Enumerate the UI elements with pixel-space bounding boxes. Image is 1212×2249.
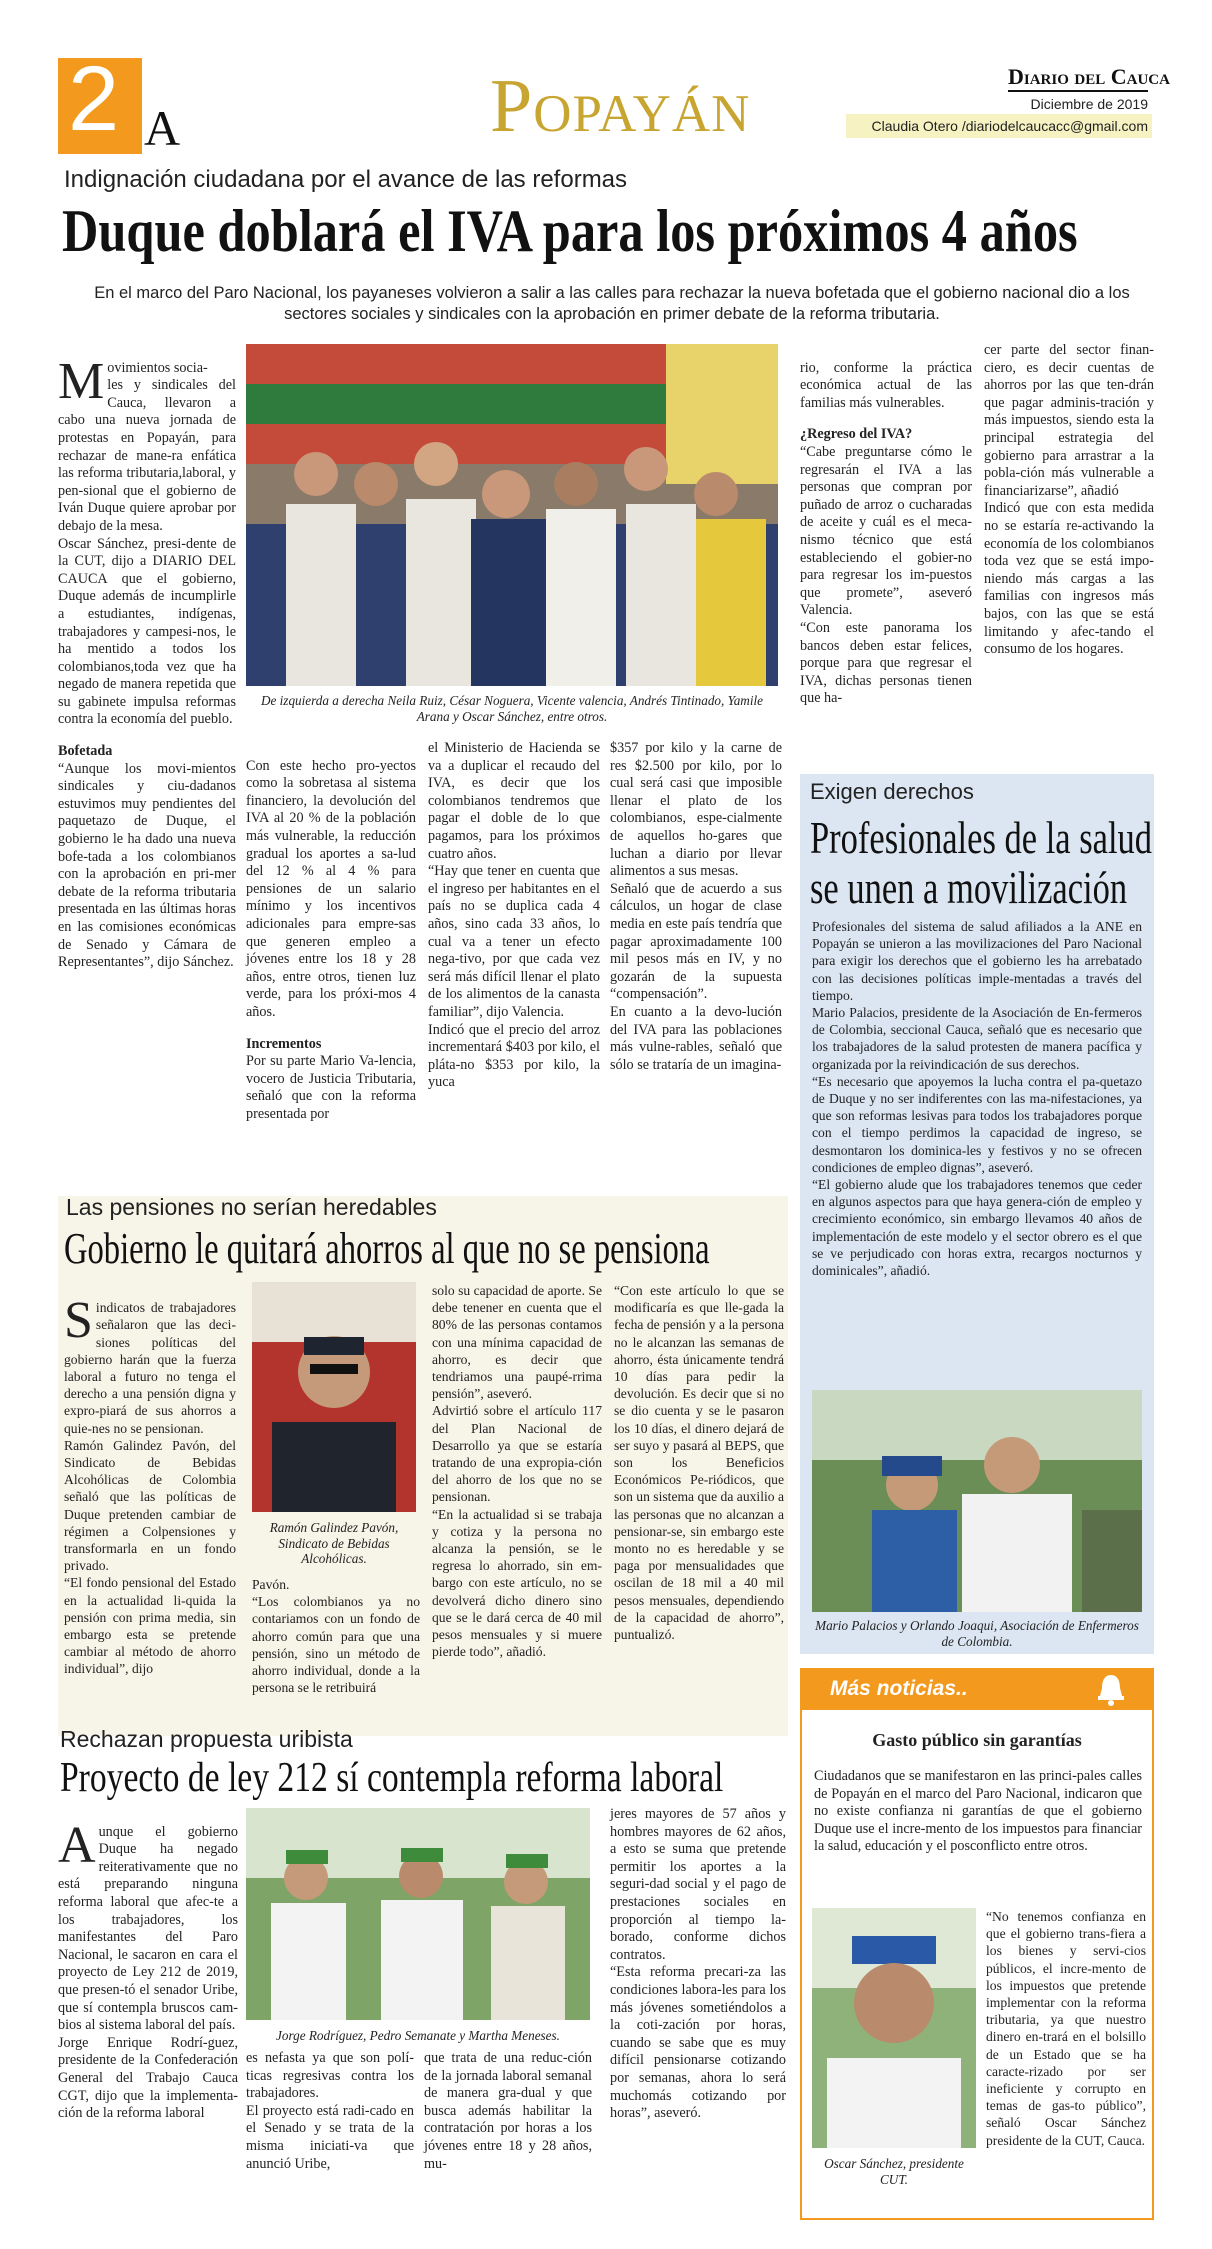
noticias-label[interactable]: Más noticias..: [800, 1668, 1154, 1710]
salud-headline-2: se unen a movilización: [810, 862, 1128, 913]
dropcap: A: [58, 1816, 96, 1874]
pensiones-photo-caption: Ramón Galindez Pavón, Sindicato de Bebidas Alcohólicas.: [269, 1520, 399, 1566]
salud-headline-1: Profesionales de la salud: [810, 812, 1153, 863]
laboral-kicker: Rechazan propuesta uribista: [60, 1726, 353, 1752]
lead-col-6: cer parte del sector finan-ciero, es decir cuentas de ahorros por las que ten-drán que pagar adminis-tración y más impuestos, siendo esta la principal estrategia del gobierno para arrastrar a la pobla-ción más vulnerable a financiarizarse”, añadió Indicó que con esta medida no se estaría re-activando la economía de los colombianos toda vez que se está impo-niendo más cargas a las familias con ingresos más bajos, con las que se está limitando y afec-tando el consumo de los hogares.: [984, 342, 1154, 658]
laboral-photo: [246, 1808, 590, 2020]
pensiones-headline: Gobierno le quitará ahorros al que no se pensiona: [64, 1224, 710, 1273]
pensiones-col-3: solo su capacidad de aporte. Se debe tenener en cuenta que el 80% de las personas contamos con una mínima capacidad de ahorro, es decir que tendriamos una paupé-rrima pensión”, aseveró. Advirtió sobre el artículo 117 del Plan Nacional de Desarrollo ya que se estaría tratando de una expropia-ción del ahorro de los que no se pensionan. “En la actualidad si se trabaja y cotiza y la persona no alcanza la pensión, se le regresa lo ahorrado, sin em-bargo con este artículo, no se devolverá dicho dinero sino que se le dará cerca de 40 mil pesos mensuales y si muere pierde todo”, añadió.: [432, 1283, 602, 1660]
laboral-col-1: [58, 1806, 238, 2123]
pensiones-photo: [252, 1282, 416, 1512]
laboral-photo-caption: Jorge Rodríguez, Pedro Semanate y Martha Meneses.: [276, 2028, 560, 2043]
lead-headline: Duque doblará el IVA para los próximos 4 años: [62, 198, 1078, 264]
noticias-photo: [812, 1908, 976, 2148]
bell-icon: [1094, 1672, 1128, 1706]
dropcap: S: [64, 1292, 93, 1350]
lead-col-2-text-a: Con este hecho pro-yectos como la sobretasa al sistema financiero, la devolución del IVA al 20 % de la población más vulnerable, la reducción gradual los aportes a sa-lud del 12 % al 4 % para pensiones de un salario mínimo y los incentivos adicionales para empre-sas que generen empleo a jóvenes entre los 18 y 28 años, entre otros, tienen luz verde, para los próxi-mos 4 años.: [246, 757, 416, 1020]
noticias-photo-caption: Oscar Sánchez, presidente CUT.: [824, 2156, 964, 2187]
section-title: Popayán: [490, 64, 751, 148]
pensiones-col-1: [64, 1282, 236, 1678]
lead-photo: [246, 344, 778, 686]
dropcap: M: [58, 352, 105, 410]
lead-kicker: Indignación ciudadana por el avance de las reformas: [64, 166, 628, 193]
laboral-col-4: jeres mayores de 57 años y hombres mayores de 62 años, a esto se suma que pretende permitir los aportes a la seguri-dad social y el pago de prestaciones sociales en proporción al tiempo la-borado, conforme dichos contratos. “Esta reforma precari-za las condiciones labora-les para los más jóvenes sometiéndolos a la coti-zación por horas, cuando se sabe que es muy difícil pensionarse cotizando por semanas, ahora lo será muchomás cotizando por horas”, aseveró.: [610, 1806, 786, 2122]
salud-kicker: Exigen derechos: [810, 779, 974, 804]
lead-deck: En el marco del Paro Nacional, los payaneses volvieron a salir a las calles para rechazar la nueva bofetada que el gobierno nacional dio a los sectores sociales y sindicales con la aprobación en primer debate de la reforma tributaria.: [94, 284, 1130, 323]
lead-col-3: el Ministerio de Hacienda se va a duplicar el recaudo del IVA, es decir que los colombianos tendremos que pagar el doble de lo que pagamos, para los próximos cuatro años. “Hay que tener en cuenta que el ingreso per habitantes en el país no se duplica cada 4 años, sino cada 33 años, lo cual va a tener un efecto nega-tivo, por que cada vez será más difícil llenar el plato de los alimentos de la canasta familiar”, dijo Valencia. Indicó que el precio del arroz incrementará $403 por kilo, el pláta-no $353 por kilo, la yuca: [428, 740, 600, 1091]
laboral-col-3: que trata de una reduc-ción de la jornada laboral semanal de manera gra-dual y que busca además habilitar la contratación por horas a los jóvenes entre 18 y 28 años, mu-: [424, 2050, 592, 2172]
paper-name: Diario del Cauca: [1008, 64, 1148, 92]
lead-col-5: [800, 342, 972, 708]
noticias-body-b: “No tenemos confianza en que el gobierno trans-fiera a los bienes y servi-cios públicos, el incre-mento de los impuestos que pretende implementar con la reforma tributaria, ya que nuestro dinero en-trará en el bolsillo de un Estado que se ha caracte-rizado por ser ineficiente y corrupto en temas de gas-to público”, señaló Oscar Sánchez presidente de la CUT, Cauca.: [986, 1909, 1146, 2148]
salud-photo: [812, 1390, 1142, 1612]
lead-col-2-text-b: Por su parte Mario Va-lencia, vocero de Justicia Tributaria, señaló que con la reforma presentada por: [246, 1053, 416, 1122]
issue-date: Diciembre de 2019: [1030, 96, 1148, 112]
subhead-regreso: ¿Regreso del IVA?: [800, 426, 913, 443]
noticias-headline: Gasto público sin garantías: [872, 1730, 1082, 1750]
salud-body: Profesionales del sistema de salud afiliados a la ANE en Popayán se unieron a las movilizaciones del Paro Nacional para exigir los derechos que el gobierno les ha arrebatado con las decisiones políticas imple-mentadas a través del tiempo. Mario Palacios, presidente de la Asociación de En-fermeros de Colombia, seccional Cauca, señaló que es necesario que los trabajadores de la salud protesten de manera pacífica y organizada por la reivindicación de sus derechos. “Es necesario que apoyemos la lucha contra el pa-quetazo de Duque y no ser indiferentes con las ma-nifestaciones, ya que son reformas lesivas para todos los trabajadores porque con el tiempo perdimos la capacidad de ingreso, se desmontaron los dominica-les y festivos y no se ofrecen condiciones de empleo dignas”, aseveró. “El gobierno alude que los trabajadores tenemos que ceder en algunos aspectos para que haya genera-ción de empleo y crecimiento económico, sin embargo llevamos 40 años de implementación de este modelo y el sector obrero es el que se ve perjudicado con horas extra, recargos nocturnos y dominicales”, añadió.: [812, 919, 1142, 1279]
lead-col-2: [246, 740, 416, 1123]
lead-col-1-text-a: ovimientos socia- les y sindicales del Cauca, llevaron a cabo una nueva jornada de protestas en Popayán, para rechazar de mane-ra enfática las reforma tributaria,laboral, y pen-sional que el gobierno de Iván Duque quiere aprobar por debajo de la mesa. Oscar Sánchez, presi-dente de la CUT, dijo a DIARIO DEL CAUCA que el gobierno, Duque además de incumplirle a estudiantes, indígenas, trabajadores y campesi-nos, le ha mentido a todos los colombianos,toda vez que ha negado de manera repetida que su gabinete impulsa reformas contra la economía del pueblo.: [58, 359, 236, 728]
page-number: 2: [68, 48, 120, 150]
noticias-body-a: Ciudadanos que se manifestaron en las princi-pales calles de Popayán en el marco del Paro Nacional, indicaron que no existe confianza ni garantías de que el gobierno Duque use el incre-mento de los impuestos para financiar la salud, educación y el posconflicto entre otros.: [814, 1768, 1142, 1855]
laboral-col-1-text: unque el gobierno Duque ha negado reiterativamente que no está preparando ninguna reforma laboral que afec-te a los trabajadores, los manifestantes del Paro Nacional, le sacaron en cara el proyecto de Ley 212 de 2019, que presen-tó el senador Uribe, que sí contempla bruscos cam-bios al sistema laboral del país. Jorge Enrique Rodrí-guez, presidente de la Confederación General del Trabajo Cauca CGT, dijo que la implementa-ción de la reforma laboral: [58, 1823, 238, 2122]
salud-photo-caption: Mario Palacios y Orlando Joaqui, Asociación de Enfermeros de Colombia.: [815, 1618, 1139, 1649]
pensiones-kicker: Las pensiones no serían heredables: [66, 1194, 437, 1220]
pensiones-col-4: “Con este artículo lo que se modificaría es que lle-gada la fecha de pensión y a la persona no le alcanzan las semanas de ahorro, ésta únicamente tendrá 10 días para pedir la devolución. Es decir que si no se dio cuenta y se le pasaron los 10 días, el dinero dejará de ser suyo y pasará al BEPS, que son los Beneficios Económicos Pe-riódicos, que son un sistema que da auxilio a las personas que no alcanzan a pensionar-se, sin embargo este monto no es heredable y se paga por mensualidades que oscilan de 18 mil a 40 mil pesos mensuales, dependiendo de la capacidad de ahorro”, puntualizó.: [614, 1283, 784, 1643]
lead-col-5-text-a: rio, conforme la práctica económica actual de las familias más vulnerables.: [800, 359, 972, 411]
laboral-col-2: es nefasta ya que son polí-ticas regresivas contra los trabajadores. El proyecto está radi-cado en el Senado y se trata de la misma iniciati-va que anunció Uribe,: [246, 2050, 414, 2172]
pensiones-col-1-text: indicatos de trabajadores señalaron que las deci-siones políticas del gobierno harán que la fuerza laboral a futuro no tenga el derecho a una pensión digna y expro-piará de sus ahorros a quie-nes no se pensionan. Ramón Galindez Pavón, del Sindicato de Bebidas Alcohólicas de Colombia señaló que las políticas de Duque pretenden cambiar de régimen a Colpensiones y transformarla en un fondo privado. “El fondo pensional del Estado en la actualidad li-quida la pensión con prima media, sin embargo esta se pretende cambiar al método de ahorro individual”, dijo: [64, 1300, 236, 1677]
lead-col-1: [58, 342, 236, 972]
lead-col-4: $357 por kilo y la carne de res $2.500 por kilo, por lo cual será casi que imposible llenar el plato de los colombianos, espe-cialmente de aquellos ho-gares que luchan a diario por llevar alimentos a sus mesas. Señaló que de acuerdo a sus cálculos, un hogar de clase media en este país tendría que pagar aproximadamente 100 mil pesos más en IV, y no gozarán de la supuesta “compensación”. En cuanto a la devo-lución del IVA para las poblaciones más vulne-rables, señaló que sólo se trataría de un imagina-: [610, 740, 782, 1073]
pensiones-col-2: Pavón. “Los colombianos ya no contariamos con un fondo de ahorro común para que una pensión, sino un método de ahorro individual, donde a la persona se le retribuirá: [252, 1577, 420, 1696]
lead-col-5-text-b: “Cabe preguntarse cómo le regresarán el IVA a las personas que compran por puñado de arroz o cucharadas de aceite y cuál es el meca-nismo técnico que está estableciendo el gobier-no para regresar los im-puestos que promete”, aseveró Valencia. “Con este panorama los bancos deben estar felices, porque para que regresar el IVA, dichas personas tienen que ha-: [800, 443, 972, 707]
lead-col-1-text-b: “Aunque los movi-mientos sindicales y ciu-dadanos estuvimos muy pendientes del paquetazo de Duque, el gobierno le ha dado una nueva bofe-tada a los colombianos con la aprobación en pri-mer debate de la reforma tributaria presentada en las últimas horas en las comisiones económicas de Senado y Cámara de Representantes”, dijo Sánchez.: [58, 760, 236, 971]
page-letter: A: [144, 100, 181, 156]
contact-bar[interactable]: Claudia Otero /diariodelcaucacc@gmail.com: [846, 114, 1152, 138]
lead-photo-caption: De izquierda a derecha Neila Ruiz, César Noguera, Vicente valencia, Andrés Tintinado, Yamile Arana y Oscar Sánchez, entre otros.: [260, 693, 764, 724]
laboral-headline: Proyecto de ley 212 sí contempla reforma laboral: [60, 1755, 724, 1801]
subhead-incrementos: Incrementos: [246, 1035, 322, 1052]
subhead-bofetada: Bofetada: [58, 743, 113, 760]
